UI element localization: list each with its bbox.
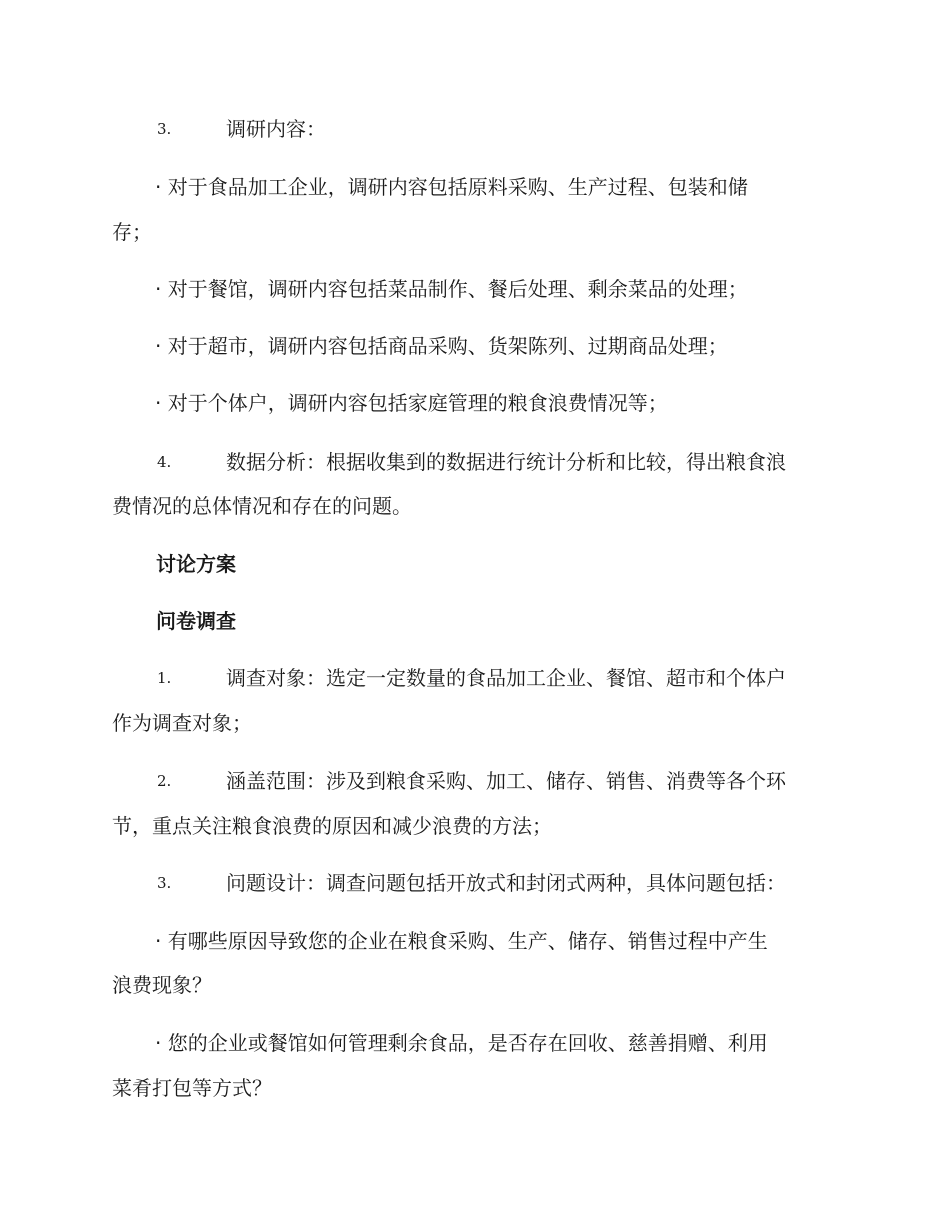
bullet-line: · 您的企业或餐馆如何管理剩余食品，是否存在回收、慈善捐赠、利用 bbox=[155, 1031, 768, 1055]
bullet-line-continued: 存； bbox=[112, 220, 152, 244]
section-heading: 讨论方案 bbox=[156, 552, 236, 576]
bullet-line: · 对于个体户，调研内容包括家庭管理的粮食浪费情况等； bbox=[155, 391, 668, 415]
bullet-line-continued: 浪费现象？ bbox=[112, 973, 212, 997]
list-number: 3. bbox=[157, 120, 172, 138]
list-item-text: 涵盖范围：涉及到粮食采购、加工、储存、销售、消费等各个环 bbox=[226, 769, 786, 793]
section-heading: 问卷调查 bbox=[156, 609, 236, 633]
list-item-text-continued: 费情况的总体情况和存在的问题。 bbox=[112, 494, 412, 518]
list-item-text: 调研内容： bbox=[226, 117, 326, 141]
list-number: 1. bbox=[157, 669, 172, 687]
bullet-line: · 对于超市，调研内容包括商品采购、货架陈列、过期商品处理； bbox=[155, 334, 728, 358]
list-item-text-continued: 节，重点关注粮食浪费的原因和减少浪费的方法； bbox=[112, 814, 552, 838]
list-item-text: 数据分析：根据收集到的数据进行统计分析和比较，得出粮食浪 bbox=[226, 450, 786, 474]
list-item-text: 问题设计：调查问题包括开放式和封闭式两种，具体问题包括： bbox=[226, 871, 786, 895]
list-item-text-continued: 作为调查对象； bbox=[112, 711, 252, 735]
bullet-line-continued: 菜肴打包等方式？ bbox=[112, 1076, 272, 1100]
list-number: 2. bbox=[157, 772, 172, 790]
list-number: 4. bbox=[157, 453, 172, 471]
bullet-line: · 有哪些原因导致您的企业在粮食采购、生产、储存、销售过程中产生 bbox=[155, 929, 768, 953]
list-number: 3. bbox=[157, 874, 172, 892]
bullet-line: · 对于餐馆，调研内容包括菜品制作、餐后处理、剩余菜品的处理； bbox=[155, 277, 748, 301]
list-item-text: 调查对象：选定一定数量的食品加工企业、餐馆、超市和个体户 bbox=[226, 666, 786, 690]
bullet-line: · 对于食品加工企业，调研内容包括原料采购、生产过程、包装和储 bbox=[155, 175, 748, 199]
